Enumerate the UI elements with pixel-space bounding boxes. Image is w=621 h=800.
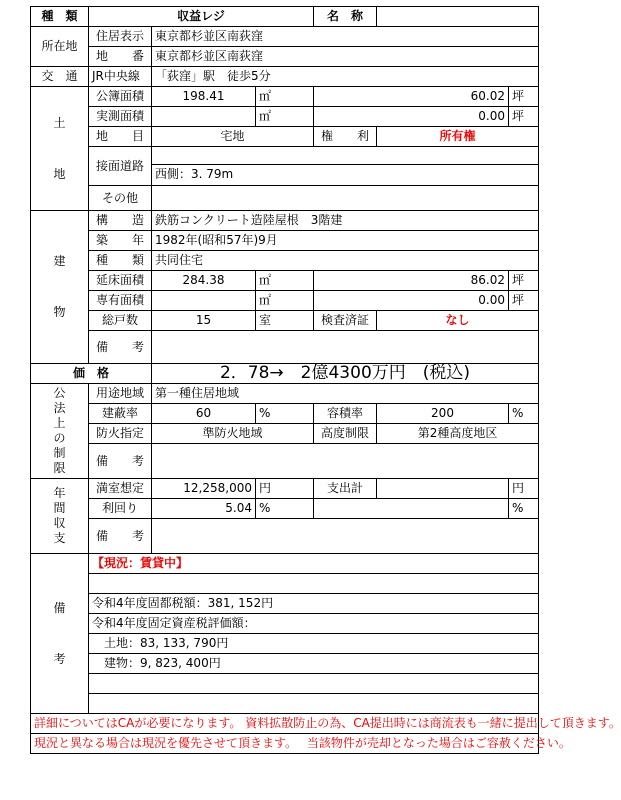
rights-label: 権 利 xyxy=(314,127,377,147)
zoning-label-text: 公法上の制限 xyxy=(53,386,66,475)
floor-area-unit: ㎡ xyxy=(256,271,314,291)
use-district-label: 用途地域 xyxy=(89,384,152,404)
built-label: 築 年 xyxy=(89,231,152,251)
yield-unit: % xyxy=(256,499,314,519)
structure-label: 構 造 xyxy=(89,211,152,231)
yield-blank xyxy=(314,499,509,519)
remarks-line-6: 建物：9, 823, 400円 xyxy=(89,654,539,674)
height-label: 高度制限 xyxy=(314,424,377,444)
price-value: 2．78→ 2億4300万円 (税込) xyxy=(152,364,539,384)
type-value: 収益レジ xyxy=(89,7,314,27)
land-other-label: その他 xyxy=(89,186,152,211)
units-value: 15 xyxy=(152,311,256,331)
header-row xyxy=(31,7,539,27)
remarks-line-1: 【現況：賃貸中】 xyxy=(89,554,539,574)
exclusive-area-label: 専有面積 xyxy=(89,291,152,311)
address-label: 住居表示 xyxy=(89,27,152,47)
remarks-line-7 xyxy=(89,674,539,694)
expense-unit: 円 xyxy=(509,479,539,499)
yield-label: 利回り xyxy=(89,499,152,519)
registry-tsubo: 60.02 xyxy=(314,87,509,107)
registry-area-unit: ㎡ xyxy=(256,87,314,107)
floor-tsubo: 86.02 xyxy=(314,271,509,291)
road-label: 接面道路 xyxy=(89,147,152,186)
inspection-label: 検査済証 xyxy=(314,311,377,331)
location-label: 所在地 xyxy=(31,27,89,67)
road-empty-row xyxy=(152,147,539,165)
income-remarks-label: 備 考 xyxy=(89,519,152,554)
building-remarks-value xyxy=(152,331,539,364)
full-occupancy-unit: 円 xyxy=(256,479,314,499)
use-district-value: 第一種住居地域 xyxy=(152,384,539,404)
remarks-section-label: 備 考 xyxy=(31,554,89,714)
exclusive-area-unit: ㎡ xyxy=(256,291,314,311)
expense-value xyxy=(377,479,509,499)
type-label: 種 類 xyxy=(31,7,89,27)
footer-notice-1: 詳細についてはCAが必要になります。 資料拡散防止の為、CA提出時には商流表も一緒に提出して頂きます。 xyxy=(31,714,539,734)
rights-value: 所有権 xyxy=(377,127,539,147)
fire-value: 準防火地域 xyxy=(152,424,314,444)
survey-tsubo: 0.00 xyxy=(314,107,509,127)
far-label: 容積率 xyxy=(314,404,377,424)
survey-area-unit: ㎡ xyxy=(256,107,314,127)
survey-area-label: 実測面積 xyxy=(89,107,152,127)
income-section-label xyxy=(31,479,89,554)
zoning-remarks-label: 備 考 xyxy=(89,444,152,479)
coverage-label: 建蔽率 xyxy=(89,404,152,424)
units-unit: 室 xyxy=(256,311,314,331)
yield-value: 5.04 xyxy=(152,499,256,519)
coverage-unit: % xyxy=(256,404,314,424)
remarks-line-5: 土地：83, 133, 790円 xyxy=(89,634,539,654)
building-section-label: 建 物 xyxy=(31,211,89,364)
inspection-value: なし xyxy=(377,311,539,331)
far-unit: % xyxy=(509,404,539,424)
land-section-label: 土 地 xyxy=(31,87,89,211)
exclusive-area-value xyxy=(152,291,256,311)
full-occupancy-value: 12,258,000 xyxy=(152,479,256,499)
transport-line: JR中央線 xyxy=(89,67,152,87)
road-value: 西側：3. 79m xyxy=(152,164,539,185)
remarks-line-2 xyxy=(89,574,539,594)
remarks-line-3: 令和4年度固都税額：381, 152円 xyxy=(89,594,539,614)
registry-area-value: 198.41 xyxy=(152,87,256,107)
exclusive-tsubo-unit: 坪 xyxy=(509,291,539,311)
zoning-section-label xyxy=(31,384,89,479)
coverage-value: 60 xyxy=(152,404,256,424)
remarks-line-4: 令和4年度固定資産税評価額： xyxy=(89,614,539,634)
income-remarks-value xyxy=(152,519,539,554)
price-label: 価 格 xyxy=(31,364,152,384)
transport-label: 交 通 xyxy=(31,67,89,87)
survey-area-value xyxy=(152,107,256,127)
height-value: 第2種高度地区 xyxy=(377,424,539,444)
zoning-remarks-value xyxy=(152,444,539,479)
footer-notice-2: 現況と異なる場合は現況を優先させて頂きます。 当該物件が売却となった場合はご容赦ください。 xyxy=(31,734,539,754)
property-table xyxy=(30,6,621,754)
exclusive-tsubo: 0.00 xyxy=(314,291,509,311)
full-occupancy-label: 満室想定 xyxy=(89,479,152,499)
name-label: 名 称 xyxy=(314,7,377,27)
structure-value: 鉄筋コンクリート造陸屋根 3階建 xyxy=(152,211,539,231)
units-label: 総戸数 xyxy=(89,311,152,331)
far-value: 200 xyxy=(377,404,509,424)
address-value: 東京都杉並区南荻窪 xyxy=(152,27,539,47)
lot-value: 東京都杉並区南荻窪 xyxy=(152,47,539,67)
land-category-value: 宅地 xyxy=(152,127,314,147)
registry-tsubo-unit: 坪 xyxy=(509,87,539,107)
transport-station: 「荻窪」駅 徒歩5分 xyxy=(152,67,539,87)
floor-area-value: 284.38 xyxy=(152,271,256,291)
built-value: 1982年(昭和57年)9月 xyxy=(152,231,539,251)
registry-area-label: 公簿面積 xyxy=(89,87,152,107)
land-category-label: 地 目 xyxy=(89,127,152,147)
fire-label: 防火指定 xyxy=(89,424,152,444)
expense-label: 支出計 xyxy=(314,479,377,499)
kind-label: 種 類 xyxy=(89,251,152,271)
floor-tsubo-unit: 坪 xyxy=(509,271,539,291)
floor-area-label: 延床面積 xyxy=(89,271,152,291)
building-remarks-label: 備 考 xyxy=(89,331,152,364)
yield-blank-unit: % xyxy=(509,499,539,519)
income-label-text: 年間収支 xyxy=(53,486,66,545)
remarks-line-8 xyxy=(89,694,539,714)
kind-value: 共同住宅 xyxy=(152,251,539,271)
land-other-value xyxy=(152,186,539,211)
name-value xyxy=(377,7,539,27)
survey-tsubo-unit: 坪 xyxy=(509,107,539,127)
lot-label: 地 番 xyxy=(89,47,152,67)
